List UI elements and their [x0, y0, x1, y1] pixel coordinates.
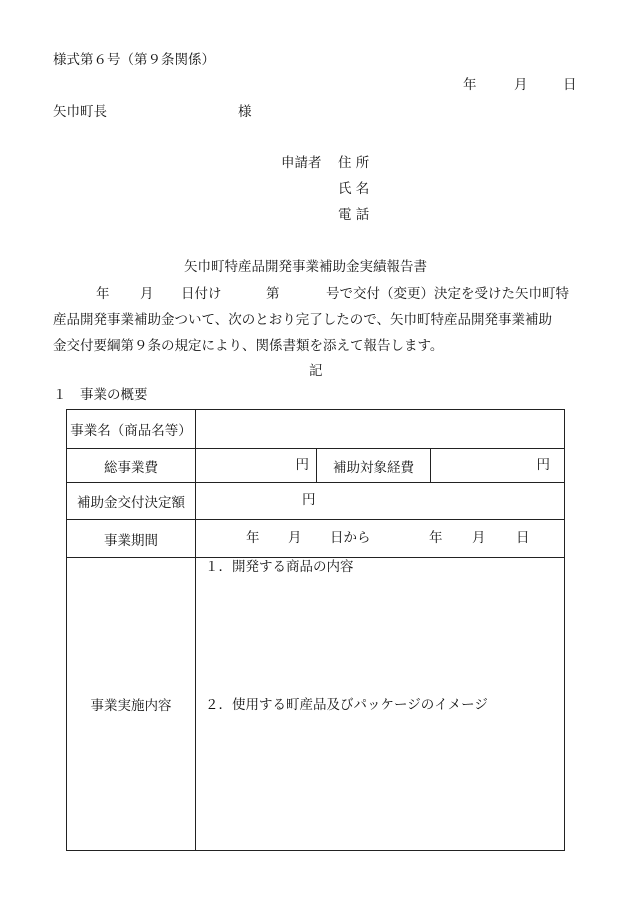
date-year: 年 — [463, 77, 477, 93]
applicant-name-label: 氏 名 — [338, 181, 370, 197]
total-cost-yen: 円 — [295, 457, 309, 473]
body-line1-rest: 号で交付（変更）決定を受けた矢巾町特 — [326, 286, 569, 302]
body-line3: 金交付要綱第９条の規定により、関係書類を添えて報告します。 — [53, 338, 444, 354]
applicant-phone-label: 電 話 — [338, 207, 370, 223]
addressee-honorific: 様 — [238, 104, 252, 120]
period-start-month: 月 — [288, 530, 302, 546]
ki-heading: 記 — [309, 363, 323, 379]
document-title: 矢巾町特産品開発事業補助金実績報告書 — [184, 259, 427, 275]
applicant-address-label: 住 所 — [338, 155, 370, 171]
content-item-2: ２．使用する町産品及びパッケージのイメージ — [205, 697, 488, 713]
content-label: 事業実施内容 — [67, 558, 196, 851]
content-value[interactable] — [196, 558, 565, 851]
body-line2: 産品開発事業補助金ついて、次のとおり完了したので、矢巾町特産品開発事業補助 — [53, 312, 552, 328]
body-year: 年 — [96, 286, 110, 302]
project-period-value[interactable] — [196, 520, 565, 558]
subsidy-target-value[interactable] — [431, 449, 565, 483]
body-month: 月 — [140, 286, 154, 302]
project-name-value[interactable] — [196, 410, 565, 449]
period-start-day: 日から — [330, 530, 371, 546]
period-end-year: 年 — [429, 530, 443, 546]
total-cost-label: 総事業費 — [67, 449, 196, 483]
decision-amount-value[interactable] — [196, 483, 565, 520]
project-name-label: 事業名（商品名等） — [67, 410, 196, 449]
content-item-1: １．開発する商品の内容 — [205, 559, 354, 575]
decision-amount-yen: 円 — [302, 492, 316, 508]
subsidy-target-yen: 円 — [536, 457, 551, 473]
subsidy-target-label: 補助対象経費 — [317, 449, 431, 483]
period-end-day: 日 — [516, 530, 530, 546]
body-no: 第 — [266, 286, 280, 302]
addressee-name: 矢巾町長 — [53, 104, 107, 120]
date-month: 月 — [514, 77, 528, 93]
period-start-year: 年 — [246, 530, 260, 546]
date-day: 日 — [563, 77, 577, 93]
body-day: 日付け — [181, 286, 222, 302]
section-heading: １ 事業の概要 — [53, 387, 148, 403]
period-end-month: 月 — [472, 530, 486, 546]
applicant-label: 申請者 — [281, 155, 322, 171]
project-overview-table — [66, 409, 565, 851]
total-cost-value[interactable] — [196, 449, 317, 483]
decision-amount-label: 補助金交付決定額 — [67, 483, 196, 520]
project-period-label: 事業期間 — [67, 520, 196, 558]
form-number: 様式第６号（第９条関係） — [53, 52, 215, 68]
